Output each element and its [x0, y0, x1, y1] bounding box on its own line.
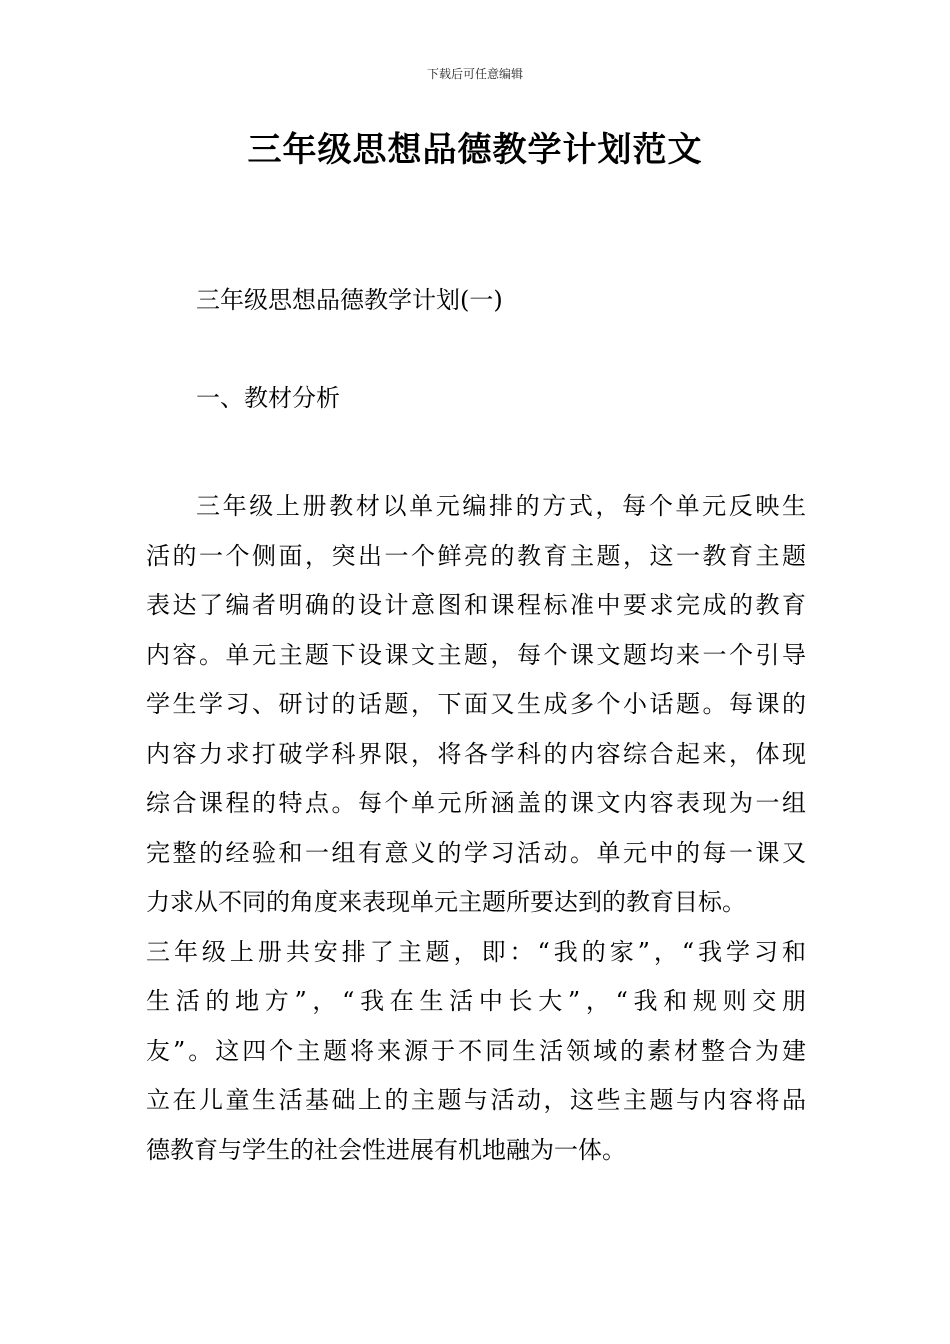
section-heading: 一、教材分析 — [196, 384, 340, 412]
paragraph-line: 活的一个侧面，突出一个鲜亮的教育主题，这一教育主题 — [146, 541, 806, 570]
paragraph-line: 三年级上册共安排了主题，即：“我的家”，“我学习和 — [146, 937, 806, 966]
paragraph-line: 学生学习、研讨的话题，下面又生成多个小话题。每课的 — [146, 690, 806, 718]
paragraph-line: 友”。这四个主题将来源于不同生活领域的素材整合为建 — [146, 1036, 806, 1065]
paragraph-line: 三年级上册教材以单元编排的方式，每个单元反映生 — [196, 492, 806, 520]
paragraph-line: 立在儿童生活基础上的主题与活动，这些主题与内容将品 — [146, 1086, 806, 1114]
paragraph-line: 完整的经验和一组有意义的学习活动。单元中的每一课又 — [146, 838, 806, 867]
body-paragraph — [146, 482, 806, 1175]
paragraph-line: 内容力求打破学科界限，将各学科的内容综合起来，体现 — [146, 739, 806, 768]
document-title: 三年级思想品德教学计划范文 — [247, 130, 703, 170]
header-note: 下载后可任意编辑 — [426, 67, 523, 81]
paragraph-line: 力求从不同的角度来表现单元主题所要达到的教育目标。 — [146, 888, 746, 916]
plan-subtitle: 三年级思想品德教学计划(一) — [196, 286, 503, 314]
paragraph-line: 生活的地方”，“我在生活中长大”，“我和规则交朋 — [146, 987, 806, 1015]
paragraph-line: 表达了编者明确的设计意图和课程标准中要求完成的教育 — [146, 591, 806, 619]
paragraph-line: 内容。单元主题下设课文主题，每个课文题均来一个引导 — [146, 640, 806, 669]
paragraph-line: 德教育与学生的社会性进展有机地融为一体。 — [146, 1135, 626, 1164]
paragraph-line: 综合课程的特点。每个单元所涵盖的课文内容表现为一组 — [146, 789, 806, 817]
